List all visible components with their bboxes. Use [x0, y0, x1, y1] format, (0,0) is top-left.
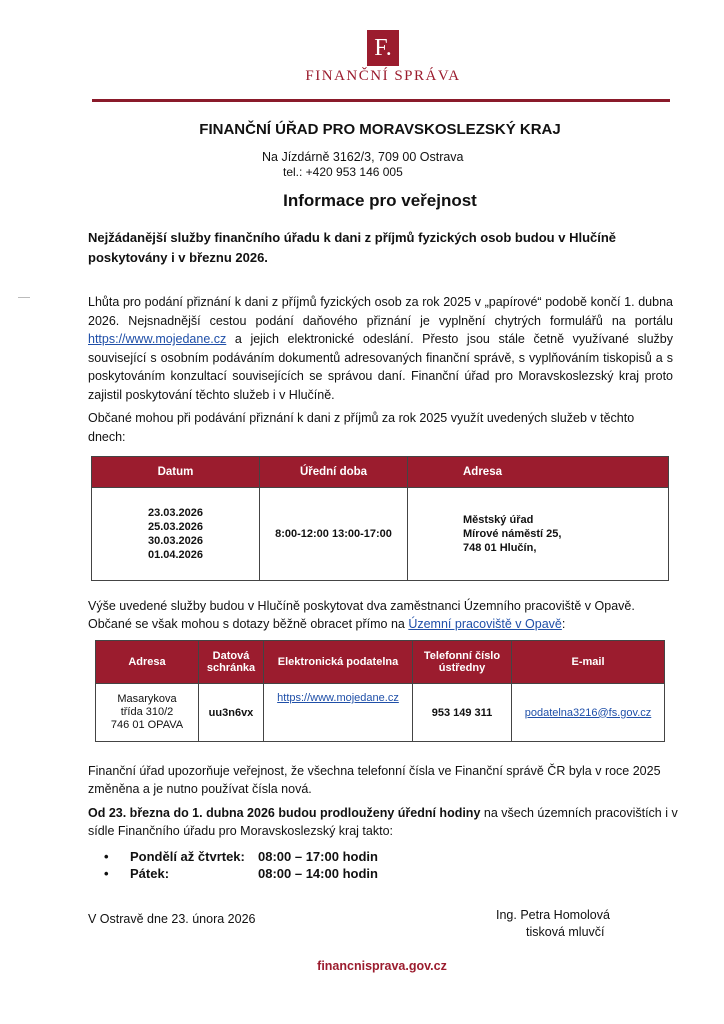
office-phone: tel.: +420 953 146 005	[283, 165, 403, 179]
contact-address-cell	[96, 684, 199, 742]
col-header-address: Adresa	[96, 641, 199, 684]
signature-name: Ing. Petra Homolová	[496, 908, 610, 922]
contact-colon: :	[561, 617, 566, 631]
day-label: Pátek:	[130, 866, 170, 881]
col-header-portal: Elektronická podatelna	[264, 641, 413, 684]
mojedane-link[interactable]: https://www.mojedane.cz	[88, 332, 227, 346]
phone-cell: 953 149 311	[413, 684, 512, 742]
signature	[496, 907, 636, 941]
table-row	[96, 684, 665, 742]
address-line: 746 01 OPAVA	[110, 719, 184, 731]
hours-list	[104, 848, 378, 882]
margin-mark	[18, 297, 30, 298]
hours-notice-bold: Od 23. března do 1. dubna 2026 budou prodlouženy úřední hodiny	[88, 806, 481, 820]
office-name: FINANČNÍ ÚŘAD PRO MORAVSKOSLEZSKÝ KRAJ	[199, 121, 561, 138]
footer-url[interactable]: financnisprava.gov.cz	[317, 959, 447, 973]
time-range: 08:00 – 14:00 hodin	[258, 866, 378, 881]
list-item	[104, 865, 378, 882]
col-header-address: Adresa	[408, 457, 669, 488]
col-header-phone: Telefonní číslo ústředny	[413, 641, 512, 684]
time-range: 08:00 – 17:00 hodin	[258, 849, 378, 864]
date-item: 01.04.2026	[147, 549, 204, 561]
address-line: Městský úřad	[463, 514, 534, 526]
contact-paragraph	[88, 597, 678, 633]
hours-cell: 8:00-12:00 13:00-17:00	[260, 488, 408, 581]
portal-link[interactable]: https://www.mojedane.cz	[277, 692, 399, 704]
office-address: Na Jízdárně 3162/3, 709 00 Ostrava	[262, 150, 464, 164]
contact-table	[95, 640, 665, 742]
col-header-date: Datum	[92, 457, 260, 488]
page-title: Informace pro veřejnost	[283, 191, 477, 210]
address-line: třída 310/2	[120, 706, 174, 718]
day-label: Pondělí až čtvrtek:	[130, 849, 245, 864]
email-cell	[512, 684, 665, 742]
list-item	[104, 848, 378, 865]
headline: Nejžádanější služby finančního úřadu k dani z příjmů fyzických osob budou v Hlučíně poskytovány i v březnu 2026.	[88, 230, 617, 265]
email-link[interactable]: podatelna3216@fs.gov.cz	[524, 706, 652, 719]
logo-text: FINANČNÍ SPRÁVA	[305, 68, 461, 84]
hours-notice-text: na všech územních pracovištích i v sídle Finančního úřadu pro Moravskoslezský kraj takto:	[88, 806, 678, 838]
opava-office-link[interactable]: Územní pracoviště v Opavě	[408, 617, 562, 631]
databox-cell: uu3n6vx	[199, 684, 264, 742]
logo-mark: F.	[367, 30, 399, 66]
intro-text-end: a jejich elektronické odeslání. Přesto jsou stále četně využívané služby související s osobním podáváním dokumentů adresovaných finanční správě, s vyplňováním tiskopisů a s poskytováním konzultací souvisejících se správou daní. Finanční úřad pro Moravskoslezský kraj proto zajistil poskytování těchto služeb i v Hlučíně.	[88, 332, 673, 402]
table-row	[92, 488, 669, 581]
table-header-row	[92, 457, 669, 488]
signature-role: tisková mluvčí	[526, 925, 605, 939]
table-header-row	[96, 641, 665, 684]
header-rule	[92, 99, 670, 102]
date-item: 30.03.2026	[147, 535, 204, 547]
phone-notice: Finanční úřad upozorňuje veřejnost, že všechna telefonní čísla ve Finanční správě ČR byla v roce 2025 změněna a je nutno používat čísla nová.	[88, 764, 661, 796]
address-line: 748 01 Hlučín,	[463, 542, 537, 554]
dates-cell	[92, 488, 260, 581]
col-header-databox: Datová schránka	[199, 641, 264, 684]
bullet-icon: •	[104, 849, 109, 864]
date-item: 25.03.2026	[147, 521, 204, 533]
portal-cell	[264, 684, 413, 742]
address-cell	[408, 488, 669, 581]
intro-text-start: Lhůta pro podání přiznání k dani z příjmů fyzických osob za rok 2025 v „papírové“ podobě končí 1. dubna 2026. Nejsnadnější cestou podání daňového přiznání je vyplnění chytrých formulářů na portálu	[88, 295, 673, 328]
intro-paragraph	[88, 293, 673, 404]
schedule-table	[91, 456, 669, 581]
contact-line-2	[88, 615, 678, 633]
address-line: Masarykova	[117, 693, 177, 705]
date-line: V Ostravě dne 23. února 2026	[88, 912, 256, 926]
address-line: Mírové náměstí 25,	[463, 528, 562, 540]
hours-notice	[88, 804, 678, 840]
date-item: 23.03.2026	[147, 507, 204, 519]
col-header-email: E-mail	[512, 641, 665, 684]
bullet-icon: •	[104, 866, 109, 881]
days-paragraph: Občané mohou při podávání přiznání k dani z příjmů za rok 2025 využít uvedených služeb v těchto dnech:	[88, 411, 635, 444]
col-header-hours: Úřední doba	[260, 457, 408, 488]
contact-text: Občané se však mohou s dotazy běžně obracet přímo na	[88, 617, 409, 631]
contact-line-1: Výše uvedené služby budou v Hlučíně poskytovat dva zaměstnanci Územního pracoviště v Opavě.	[88, 599, 635, 613]
